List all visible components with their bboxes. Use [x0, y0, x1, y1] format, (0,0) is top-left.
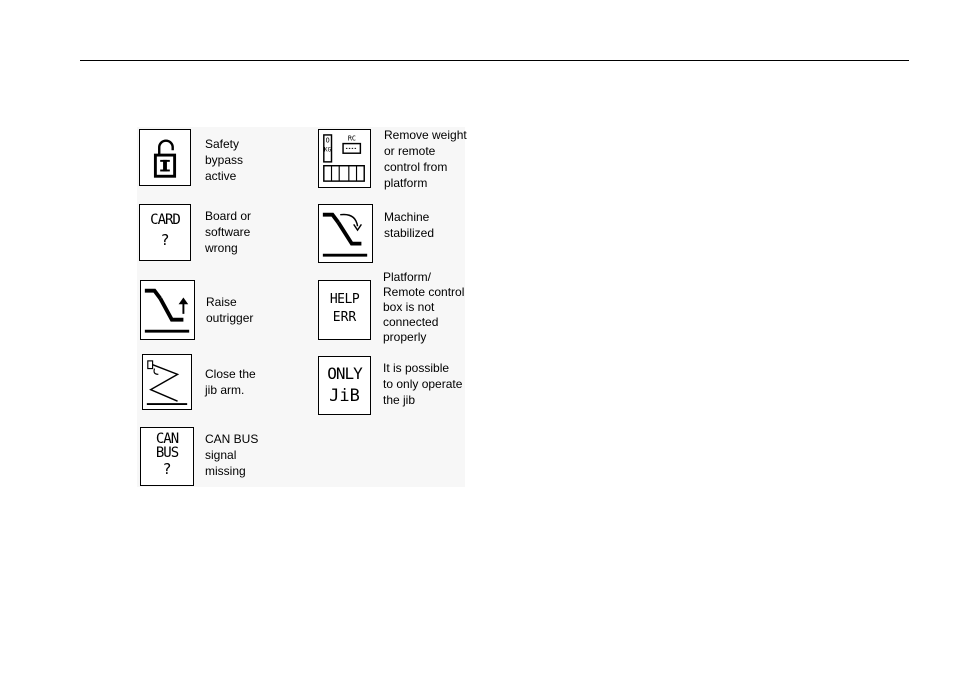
svg-text:RC: RC	[347, 134, 356, 143]
board-software-label: Board or software wrong	[205, 209, 252, 255]
close-jib-label: Close the jib arm.	[205, 367, 256, 397]
help-err-icon: HELP ERR	[318, 280, 371, 340]
svg-text:O: O	[325, 136, 330, 145]
can-bus-label: CAN BUS signal missing	[205, 432, 259, 478]
raise-outrigger-label: Raise outrigger	[206, 295, 254, 325]
safety-bypass-label: Safety bypass active	[205, 137, 244, 183]
raise-outrigger-icon	[140, 280, 195, 340]
card-icon: CARD ?	[139, 204, 191, 261]
header-rule	[80, 60, 909, 61]
can-bus-icon: CAN BUS ?	[140, 427, 194, 486]
platform-remote-label: Platform/ Remote control box is not connected properly	[383, 270, 465, 344]
remove-weight-remote-icon	[318, 129, 371, 188]
only-jib-label: It is possible to only operate the jib	[383, 361, 463, 407]
svg-text:KG: KG	[324, 147, 332, 154]
machine-stabilized-label: Machine stabilized	[384, 210, 435, 240]
remove-weight-label: Remove weight or remote control from platform	[384, 128, 467, 190]
machine-stabilized-icon	[318, 204, 373, 263]
close-jib-arm-icon	[142, 354, 192, 410]
padlock-icon	[139, 129, 191, 186]
only-jib-icon: ONLY JiB	[318, 356, 371, 415]
